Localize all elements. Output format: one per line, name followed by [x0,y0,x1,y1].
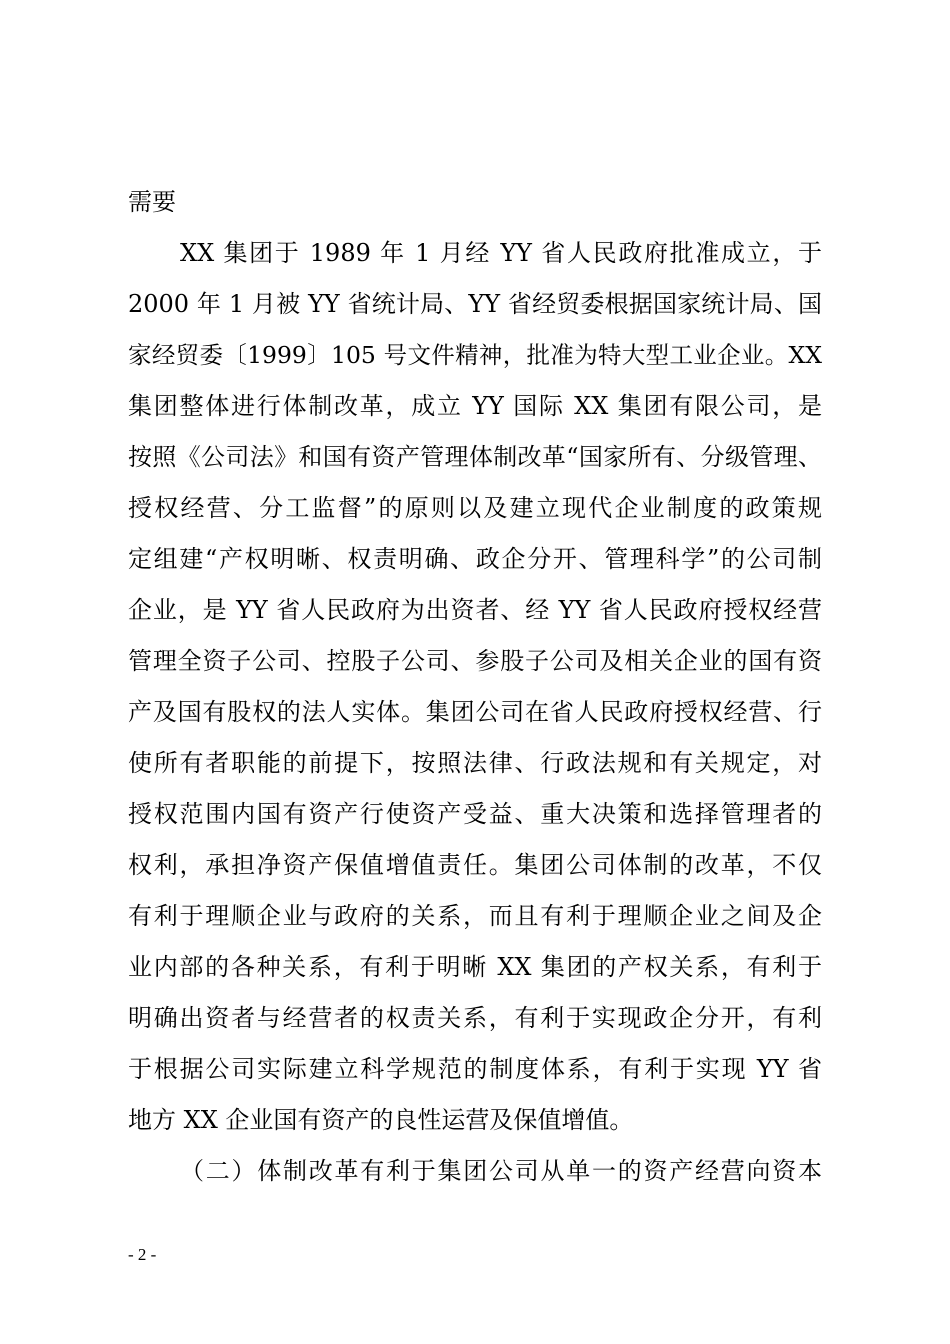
text-line: 有利于理顺企业与政府的关系，而且有利于理顺企业之间及企 [128,902,822,930]
text-line: 于根据公司实际建立科学规范的制度体系，有利于实现 YY 省 [128,1055,822,1083]
text-line: 明确出资者与经营者的权责关系，有利于实现政企分开，有利 [128,1004,822,1032]
page-number: - 2 - [128,1245,157,1264]
text-line: 授权范围内国有资产行使资产受益、重大决策和选择管理者的 [128,800,822,828]
text-line: 家经贸委〔1999〕105 号文件精神，批准为特大型工业企业。XX [128,341,822,369]
text-line: 需要 [128,188,176,216]
section-heading-line: （二）体制改革有利于集团公司从单一的资产经营向资本 [180,1157,822,1185]
text-line: 管理全资子公司、控股子公司、参股子公司及相关企业的国有资 [128,647,822,675]
text-line: 2000 年 1 月被 YY 省统计局、YY 省经贸委根据国家统计局、国 [128,290,822,318]
text-line: XX 集团于 1989 年 1 月经 YY 省人民政府批准成立，于 [180,239,822,267]
text-line: 定组建“产权明晰、权责明确、政企分开、管理科学”的公司制 [128,545,822,573]
text-line: 地方 XX 企业国有资产的良性运营及保值增值。 [128,1106,634,1134]
text-line: 按照《公司法》和国有资产管理体制改革“国家所有、分级管理、 [128,443,822,471]
text-line: 企业，是 YY 省人民政府为出资者、经 YY 省人民政府授权经营 [128,596,822,624]
text-line: 使所有者职能的前提下，按照法律、行政法规和有关规定，对 [128,749,822,777]
text-line: 业内部的各种关系，有利于明晰 XX 集团的产权关系，有利于 [128,953,822,981]
text-line: 产及国有股权的法人实体。集团公司在省人民政府授权经营、行 [128,698,822,726]
text-line: 权利，承担净资产保值增值责任。集团公司体制的改革，不仅 [128,851,822,879]
text-line: 集团整体进行体制改革，成立 YY 国际 XX 集团有限公司，是 [128,392,822,420]
text-line: 授权经营、分工监督”的原则以及建立现代企业制度的政策规 [128,494,822,522]
